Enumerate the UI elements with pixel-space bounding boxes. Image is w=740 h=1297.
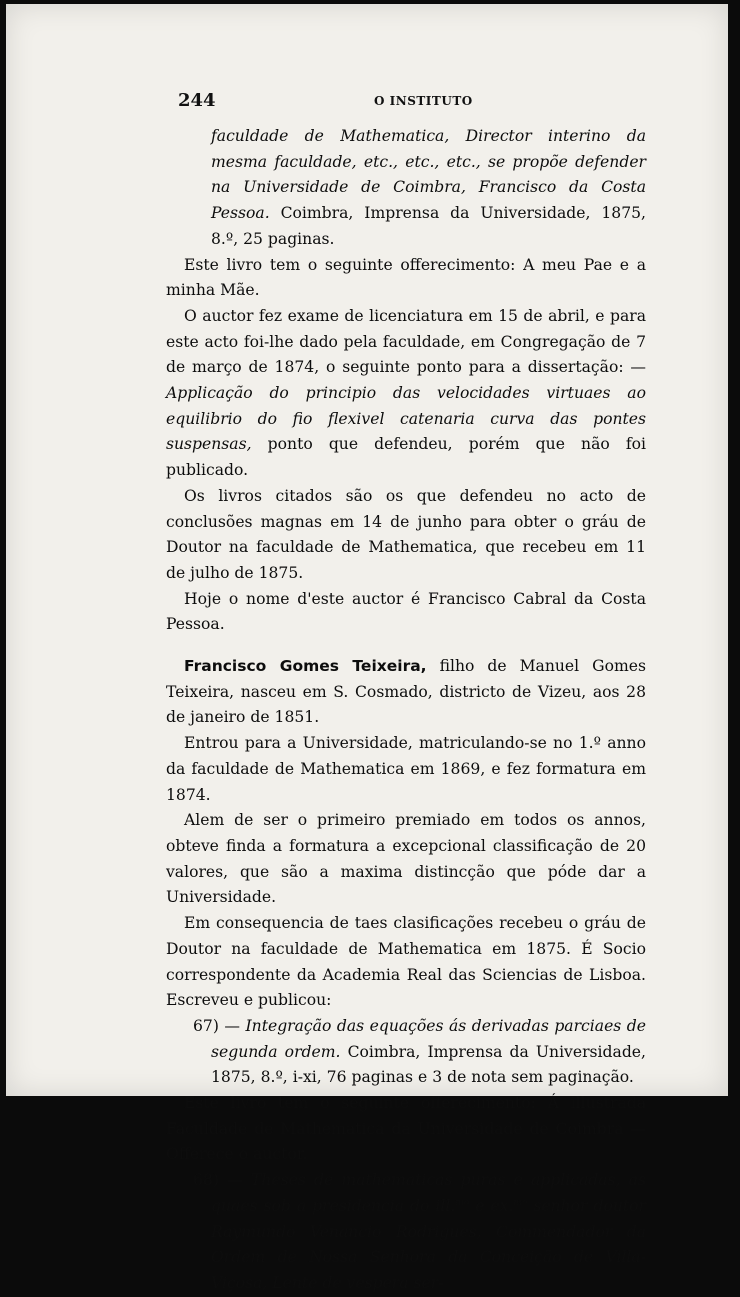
- paragraph-text: ponto que defendeu, porém que não foi publicado.: [166, 435, 646, 480]
- reference-number: 67) —: [193, 1016, 246, 1035]
- italic-title: senhor doutor Raymundo Venancio Rodrigues, Commendador da Ordem de Nossa Senhora da Conceição de Villa-Viçosa, Lente de vespera ser-: [211, 1196, 646, 1292]
- page: [6, 4, 728, 1292]
- italic-title: e ex.: [469, 1196, 514, 1215]
- italic-title: faculdade de Mathematica, Director interino da mesma faculdade, etc., etc., etc., se propõe defender na Universidade de Coimbra, Francisco da Costa Pessoa.: [211, 127, 646, 223]
- publication-info: Coimbra, Imprensa da Universidade, 1875, 8.º, i-xi, 76 paginas e 3 de nota sem paginação.: [211, 1042, 646, 1087]
- paragraph: Em consequencia de taes clasificações recebeu o gráu de Doutor na faculdade de Mathematica em 1875. É Socio correspondente da Academia Real das Sciencias de Lisboa. Escreveu e publicou:: [166, 914, 646, 1010]
- running-title: O INSTITUTO: [374, 94, 473, 108]
- author-name: Francisco Gomes Teixeira,: [184, 657, 427, 676]
- paragraph: Hoje o nome d'este auctor é Francisco Cabral da Costa Pessoa.: [166, 589, 646, 634]
- reference-number: 68) —: [193, 1171, 251, 1190]
- italic-title: Theses de mathematicas puras e applicadas, as quaes sob a presidencia do ill.: [211, 1171, 646, 1215]
- reference-entry: [166, 1014, 646, 1091]
- page-header: [178, 92, 644, 114]
- superscript: mo: [513, 1197, 528, 1208]
- superscript: mo: [455, 1197, 470, 1208]
- reference-entry: [166, 1168, 646, 1297]
- paragraph: Os livros citados são os que defendeu no acto de conclusões magnas em 14 de junho para obter o gráu de Doutor na faculdade de Mathematica, que recebeu em 11 de julho de 1875.: [166, 486, 646, 582]
- italic-title: Applicação do principio das velocidades virtuaes ao equilibrio do fio flexivel catenaria curva das pontes suspensas,: [166, 384, 646, 454]
- paragraph: Este livro tem o seguinte offerecimento: Á illustrada Faculdade de Mathematica da Universidade de Coimbra — Offerece o auctor.: [166, 1094, 646, 1164]
- body-text: [166, 124, 646, 1297]
- paragraph: [166, 124, 646, 253]
- italic-title: Integração das equações ás derivadas parciaes de segunda ordem.: [211, 1016, 646, 1061]
- paragraph: Este livro tem o seguinte offerecimento: A meu Pae e a minha Mãe.: [166, 255, 646, 300]
- page-number: 244: [178, 90, 216, 111]
- paragraph: Alem de ser o primeiro premiado em todos os annos, obteve finda a formatura a excepcional classificação de 20 valores, que são a maxima distincção que póde dar a Universidade.: [166, 811, 646, 907]
- section-gap: [166, 638, 646, 654]
- paragraph-text: O auctor fez exame de licenciatura em 15 de abril, e para este acto foi-lhe dado pela faculdade, em Congregação de 7 de março de 1874, o seguinte ponto para a dissertação: —: [166, 306, 646, 377]
- paragraph: Entrou para a Universidade, matriculando-se no 1.º anno da faculdade de Mathematica em 1869, e fez formatura em 1874.: [166, 734, 646, 804]
- publication-info: Coimbra, Imprensa da Universidade, 1875, 8.º, 25 paginas.: [211, 204, 646, 248]
- entry-heading-paragraph: [166, 654, 646, 731]
- paragraph: [166, 304, 646, 484]
- paragraph-text: filho de Manuel Gomes Teixeira, nasceu em S. Cosmado, districto de Vizeu, aos 28 de janeiro de 1851.: [166, 657, 646, 727]
